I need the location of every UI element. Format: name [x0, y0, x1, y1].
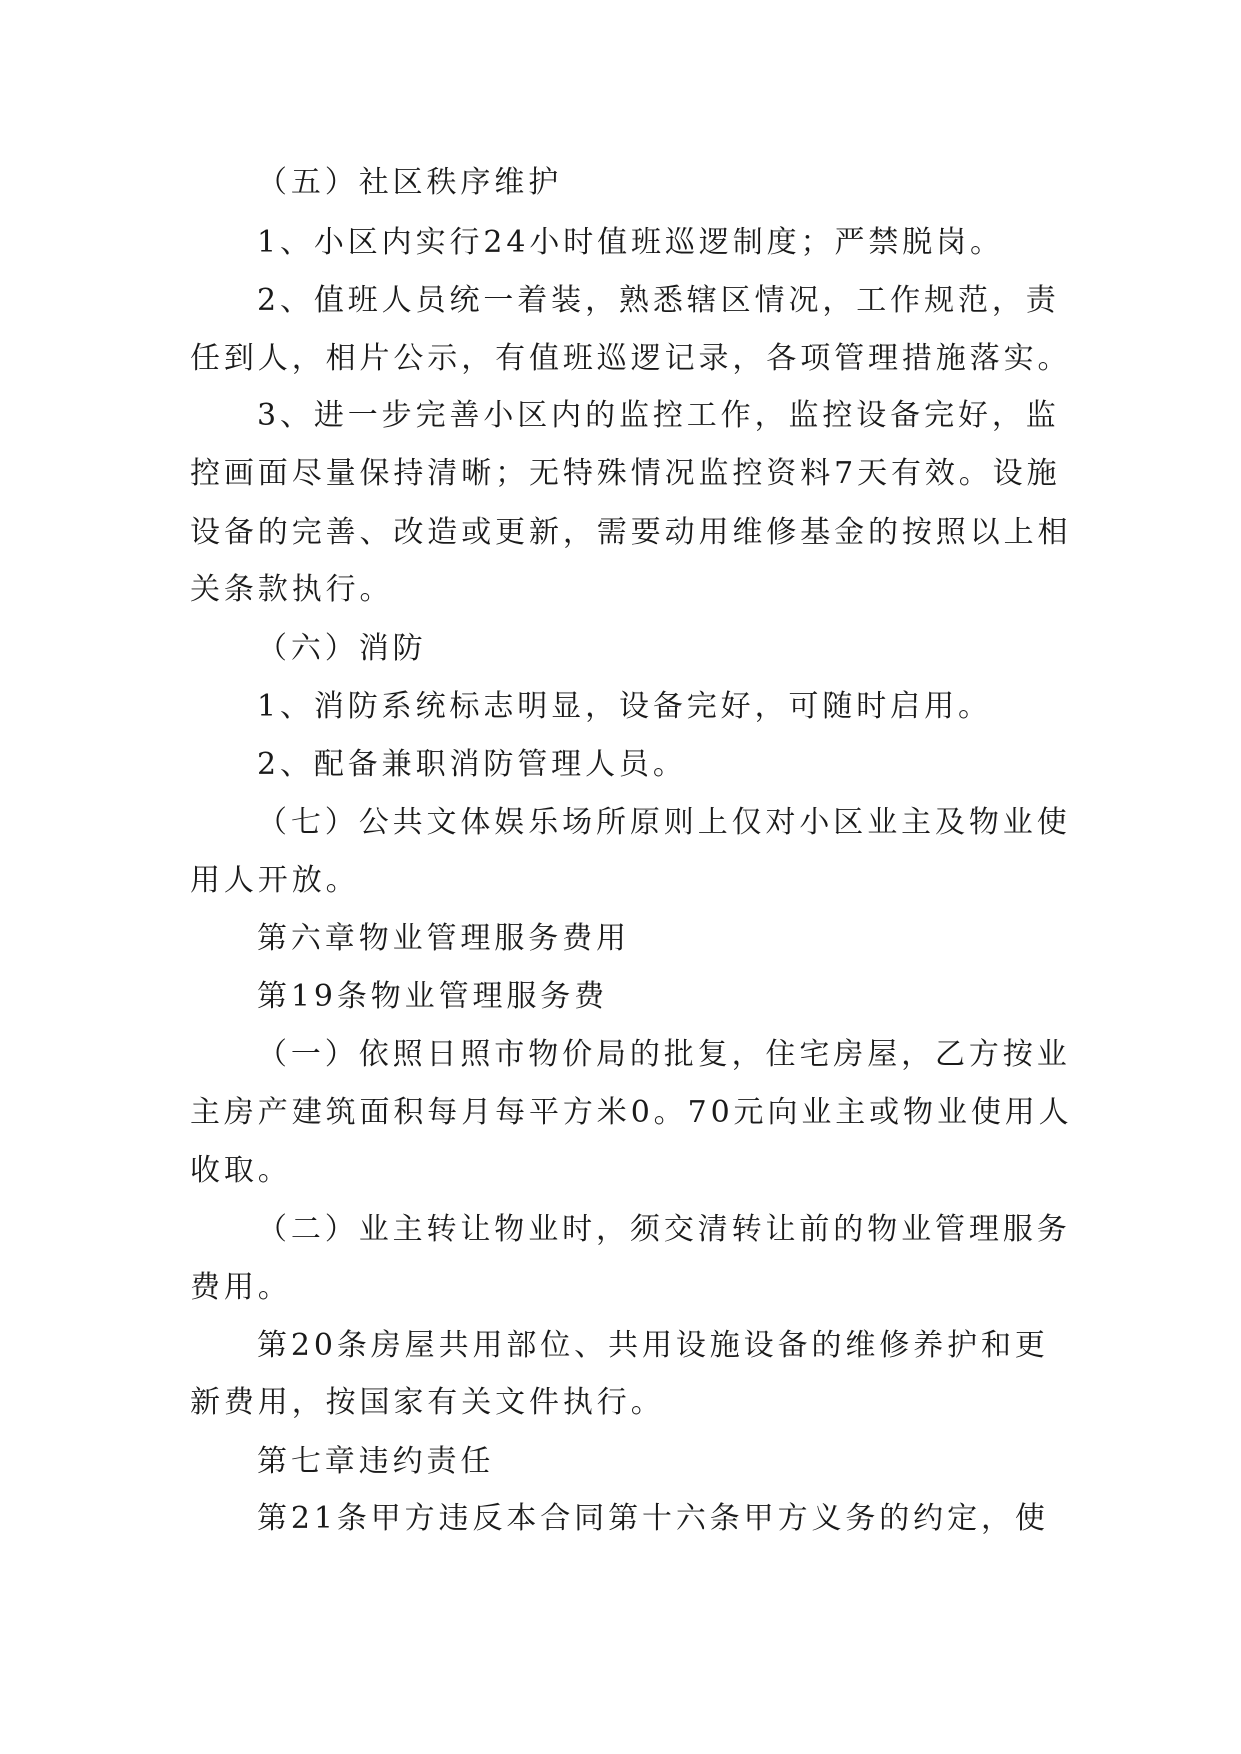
paragraph-line: 第21条甲方违反本合同第十六条甲方义务的约定，使: [257, 1501, 1049, 1536]
paragraph-line: 费用。: [190, 1270, 292, 1305]
paragraph-line: 2、值班人员统一着装，熟悉辖区情况，工作规范，责: [257, 283, 1060, 318]
paragraph-line: 用人开放。: [190, 863, 360, 898]
paragraph-line: 2、配备兼职消防管理人员。: [257, 747, 687, 782]
paragraph-line: （一）依照日照市物价局的批复，住宅房屋，乙方按业: [257, 1037, 1071, 1072]
paragraph-line: 新费用，按国家有关文件执行。: [190, 1385, 665, 1420]
paragraph-line: 1、小区内实行24小时值班巡逻制度；严禁脱岗。: [257, 225, 1004, 260]
article-heading: 第19条物业管理服务费: [257, 979, 609, 1014]
chapter-heading: 第七章违约责任: [257, 1444, 495, 1479]
paragraph-line: 控画面尽量保持清晰；无特殊情况监控资料7天有效。设施: [190, 456, 1061, 491]
paragraph-line: 第20条房屋共用部位、共用设施设备的维修养护和更: [257, 1328, 1049, 1363]
paragraph-line: 设备的完善、改造或更新，需要动用维修基金的按照以上相: [190, 515, 1072, 550]
paragraph-line: 1、消防系统标志明显，设备完好，可随时启用。: [257, 689, 992, 724]
chapter-heading: 第六章物业管理服务费用: [257, 921, 630, 956]
paragraph-line: （七）公共文体娱乐场所原则上仅对小区业主及物业使: [257, 805, 1071, 840]
paragraph-line: 收取。: [190, 1153, 292, 1188]
paragraph-line: （二）业主转让物业时，须交清转让前的物业管理服务: [257, 1212, 1071, 1247]
paragraph-line: 3、进一步完善小区内的监控工作，监控设备完好，监: [257, 398, 1060, 433]
paragraph-line: 关条款执行。: [190, 572, 394, 607]
section-heading-community-order: （五）社区秩序维护: [257, 165, 563, 200]
paragraph-line: 主房产建筑面积每月每平方米0。70元向业主或物业使用人: [190, 1095, 1073, 1130]
paragraph-line: 任到人，相片公示，有值班巡逻记录，各项管理措施落实。: [190, 341, 1072, 376]
section-heading-fire: （六）消防: [257, 631, 427, 666]
